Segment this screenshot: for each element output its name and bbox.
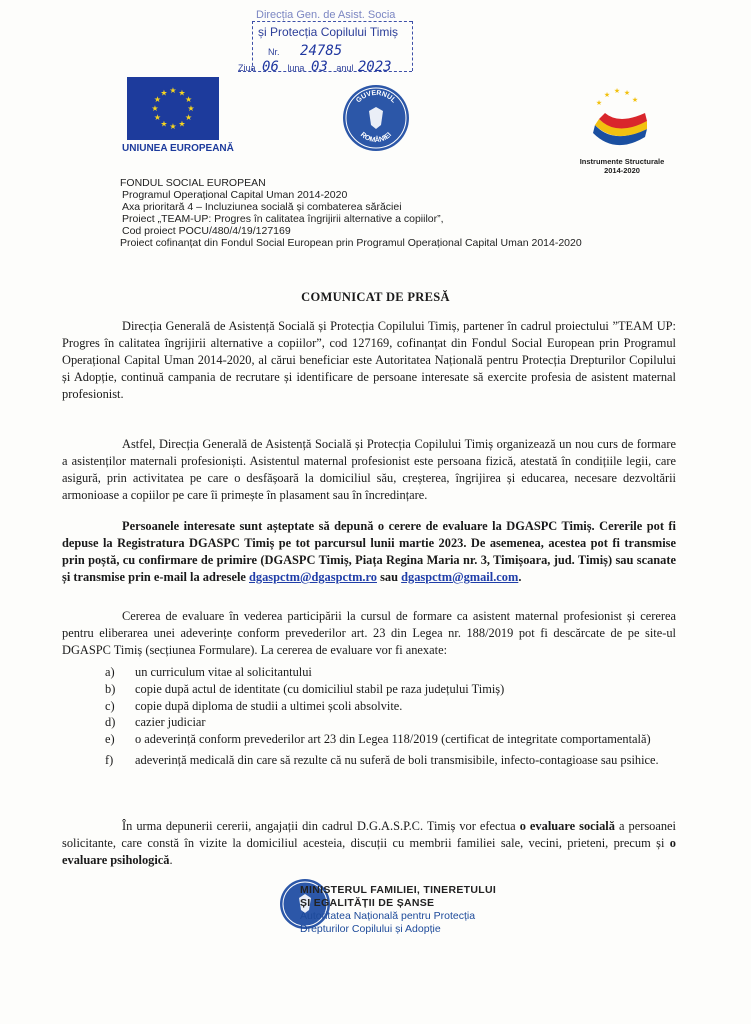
svg-text:★: ★ — [153, 95, 161, 104]
list-item: f) adeverință medicală din care să rezulte că nu suferă de boli transmisibile, infecto-contagioase sau psihice. — [105, 752, 659, 767]
list-item: c) copie după diploma de studii a ultimei școli absolvite. — [105, 698, 403, 713]
svg-text:★: ★ — [185, 95, 193, 104]
header-line-5: Cod proiect POCU/480/4/19/127169 — [122, 225, 291, 237]
svg-text:ROMÂNIEI: ROMÂNIEI — [358, 131, 394, 145]
svg-text:★: ★ — [631, 96, 639, 104]
svg-text:★: ★ — [160, 119, 168, 129]
annex-list — [105, 664, 675, 769]
svg-text:★: ★ — [178, 88, 186, 98]
paragraph-1: Direcția Generală de Asistență Socială și Protecția Copilului Timiș, partener în cadrul proiectului ”TEAM UP: Progres în calitatea îngrijirii alternative a copiilor”, cod 127169, cofinanțat din Fondul Social European prin Programul Operațional Capital Uman 2014-2020, al cărui beneficiar este Autoritatea Națională pentru Protecția Drepturilor Copilului și Adopție, continuă campania de recrutare și identificare de persoane interesate să exercite profesia de asistent maternal profesionist. — [62, 319, 676, 401]
svg-text:GUVERNUL: GUVERNUL — [355, 89, 397, 105]
stamp-line-1: Direcția Gen. de Asist. Socia — [256, 9, 396, 21]
header-line-1: FONDUL SOCIAL EUROPEAN — [120, 177, 266, 189]
eu-flag-logo — [127, 77, 219, 140]
list-item: b) copie după actul de identitate (cu domiciliul stabil pe raza județului Timiș) — [105, 681, 505, 696]
list-item: d) cazier judiciar — [105, 715, 206, 730]
paragraph-3: Persoanele interesate sunt așteptate să depună o cerere de evaluare la DGASPC Timiș. Cererile pot fi depuse la Registratura DGASPC Timiș pe tot parcursul lunii martie 2023. De asemenea, acestea pot fi transmise prin poștă, cu confirmare de primire (DGASPC Timiș, Piața Regina Maria nr. 3, Timișoara, jud. Timiș) sau scanate și transmise prin e-mail la adresele dgaspctm@dgaspctm.ro sau dgaspctm@gmail.com. — [62, 519, 676, 584]
paragraph-3-text: Persoanele interesate sunt așteptate să depună o cerere de evaluare la DGASPC Timiș. Cererile pot fi depuse la Registratura DGASPC Timiș pe tot parcursul lunii martie 2023. De asemenea, acestea pot fi transmise prin poștă, cu confirmare de primire (DGASPC Timiș, Piața Regina Maria nr. 3, Timișoara, jud. Timiș) sau scanate și transmise prin e-mail la adresele — [62, 519, 676, 584]
eu-label: UNIUNEA EUROPEANĂ — [122, 143, 234, 154]
paragraph-4: Cererea de evaluare în vederea participării la cursul de formare ca asistent maternal profesionist și cererea pentru eliberarea unei adeverințe conform prevederilor art. 23 din Legea nr. 188/2019 pot fi descărcate de pe site-ul DGASPC Timiș (secțiunea Formulare). La cererea de evaluare vor fi anexate: — [62, 609, 676, 657]
svg-text:★: ★ — [595, 99, 603, 107]
svg-text:★: ★ — [169, 122, 177, 131]
email-link-1[interactable]: dgaspctm@dgaspctm.ro — [249, 570, 377, 584]
ministry-line-1: MINISTERUL FAMILIEI, TINERETULUI — [300, 884, 497, 896]
list-item: e) o adeverință conform prevederilor art 23 din Legea 118/2019 (certificat de integritate comportamentală) — [105, 732, 651, 747]
registration-stamp — [238, 5, 412, 73]
stamp-nr: Nr. 24785 — [268, 43, 343, 59]
header-line-2: Programul Operațional Capital Uman 2014-2020 — [122, 189, 348, 201]
svg-text:★: ★ — [160, 88, 168, 98]
stamp-date: Ziua 06 luna 03 anul 2023 — [238, 59, 392, 75]
project-header — [120, 177, 640, 249]
document-title: COMUNICAT DE PRESĂ — [301, 290, 450, 304]
email-link-2[interactable]: dgaspctm@gmail.com — [401, 570, 519, 584]
svg-text:★: ★ — [623, 89, 631, 97]
header-line-4: Proiect „TEAM-UP: Progres în calitatea îngrijirii alternative a copiilor”, — [122, 213, 444, 225]
svg-text:★: ★ — [613, 87, 621, 95]
header-line-3: Axa prioritară 4 – Incluziunea socială și combaterea sărăciei — [122, 201, 402, 213]
svg-text:★: ★ — [603, 91, 611, 99]
ministry-line-4: Drepturilor Copilului și Adopție — [300, 922, 441, 935]
ministry-line-3: Autoritatea Națională pentru Protecția — [300, 910, 476, 922]
government-seal-logo — [343, 85, 409, 151]
svg-text:★: ★ — [178, 119, 186, 129]
paragraph-2: Astfel, Direcția Generală de Asistență Socială și Protecția Copilului Timiș organizează un nou curs de formare a asistenților maternali profesioniști. Asistentul maternal profesionist este persoana fizică, atestată în condițiile legii, care asigură, prin activitatea pe care o desfășoară la domiciliul său, creșterea, îngrijirea și educarea, necesare dezvoltării armonioase a copiilor pe care îi primește în plasament sau în încredințare. — [62, 437, 676, 502]
ministry-line-2: ȘI EGALITĂȚII DE ȘANSE — [300, 897, 435, 909]
svg-text:★: ★ — [185, 113, 193, 122]
svg-text:★: ★ — [169, 86, 177, 95]
stamp-line-2: și Protecția Copilului Timiș — [258, 25, 399, 39]
structural-instruments-logo — [585, 85, 655, 157]
ministry-signature — [300, 884, 640, 935]
list-item: a) un curriculum vitae al solicitantului — [105, 665, 312, 679]
svg-text:★: ★ — [151, 104, 159, 113]
stamp-nr-value: 24785 — [300, 43, 343, 59]
svg-text:★: ★ — [153, 113, 161, 122]
structural-instruments-label: Instrumente Structurale 2014-2020 — [579, 157, 665, 175]
paragraph-5: În urma depunerii cererii, angajații din cadrul D.G.A.S.P.C. Timiș vor efectua o evaluare socială a persoanei solicitante, care constă în vizite la domiciliul acesteia, discuții cu membrii familiei sale, vecini, prieteni, precum și o evaluare psihologică. — [62, 819, 676, 867]
svg-text:★: ★ — [187, 104, 195, 113]
header-line-6: Proiect cofinanțat din Fondul Social European prin Programul Operațional Capital Uman 2014-2020 — [120, 237, 582, 249]
